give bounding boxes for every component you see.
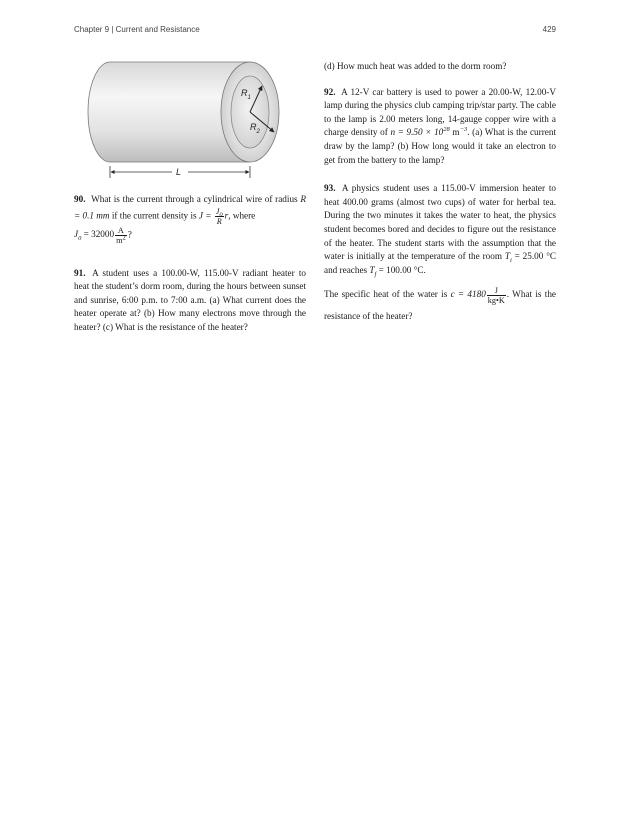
problem-91-part-d <box>324 60 556 74</box>
problem-number-91: 91. <box>74 267 86 278</box>
problem-93-text-3: . <box>423 264 426 275</box>
label-r2: $R_2$ <box>250 122 260 135</box>
density-tail: r <box>224 210 229 221</box>
problem-90-text-1: What is the current through a cylindrical wire of radius <box>91 194 298 204</box>
problem-93-text-1: A physics student uses a 115.00-V immersion heater to heat 400.00 grams (almost two cups) of water for herbal tea. During the two minutes it takes the water to heat, the physics student becomes bored and decides to figure out the resistance of the heater. The student starts with the assumption that the water is initially at the temperature of the room <box>324 183 557 262</box>
running-header-chapter: Chapter 9 | Current and Resistance <box>74 25 200 34</box>
final-temperature: $T_f = 100.00$ °C <box>369 264 424 278</box>
problem-93 <box>324 182 556 277</box>
problem-93-specific-heat <box>324 283 556 327</box>
label-length: L <box>176 167 182 177</box>
left-column <box>74 193 306 350</box>
page-number: 429 <box>542 25 556 34</box>
specific-heat-unit-fraction: $\frac{J}{kg•K}$ <box>487 285 505 305</box>
j0-equation: $J_0 = 32000$ <box>74 229 115 243</box>
initial-temperature: $T_i = 25.00$ °C <box>504 251 557 264</box>
problem-93-text-5: . What is the resistance of the heater? <box>324 289 556 322</box>
right-column <box>324 60 556 342</box>
problem-92-text-2: . (a) What is the current draw by the lamp? (b) How long would it take an electron to get from the battery to the lamp? <box>324 127 556 165</box>
label-r1: $R_1$ <box>241 88 251 101</box>
problem-number-92: 92. <box>324 86 336 97</box>
problem-92 <box>324 86 556 168</box>
problem-91-text: A student uses a 100.00-W, 115.00-V radiant heater to heat the student’s dorm room, during the hours between sunset and sunrise, 6:00 p.m. to 7:00 a.m. (a) What current does the heater operate at? (b) How many electrons move through the heater? (c) What is the resistance of the heater? <box>74 267 306 332</box>
density-lhs: J = <box>198 210 214 221</box>
problem-93-text-2: and reaches <box>324 264 370 275</box>
problem-93-text-4: The specific heat of the water is <box>324 289 451 300</box>
problem-90-text-3: , where <box>228 210 256 221</box>
radius-equation: R = 0.1 mm <box>74 194 306 221</box>
problem-91-part-d-text: (d) How much heat was added to the dorm room? <box>324 61 507 71</box>
cylinder-figure <box>82 50 292 185</box>
problem-number-93: 93. <box>324 183 336 194</box>
problem-92-text-1: A 12-V car battery is used to power a 20.00-W, 12.00-V lamp during the physics club camping trip/star party. The cable to the lamp is 2.00 meters long, 14-gauge copper wire with a charge density of <box>324 86 556 138</box>
problem-90-text-2: if the current density is <box>109 210 199 221</box>
problem-91 <box>74 267 306 335</box>
j0-unit-fraction: $\frac{A}{m^2}$ <box>116 225 126 245</box>
specific-heat-equation: c = 4180 <box>450 289 486 300</box>
problem-90-text-4: ? <box>127 229 132 240</box>
charge-density-equation: $n = 9.50 \times 10^{28}$ $m^{-3}$ <box>390 126 468 138</box>
problem-90 <box>74 193 306 245</box>
problem-number-90: 90. <box>74 194 86 204</box>
density-fraction: $\frac{J_0}{R}$ <box>215 206 223 226</box>
